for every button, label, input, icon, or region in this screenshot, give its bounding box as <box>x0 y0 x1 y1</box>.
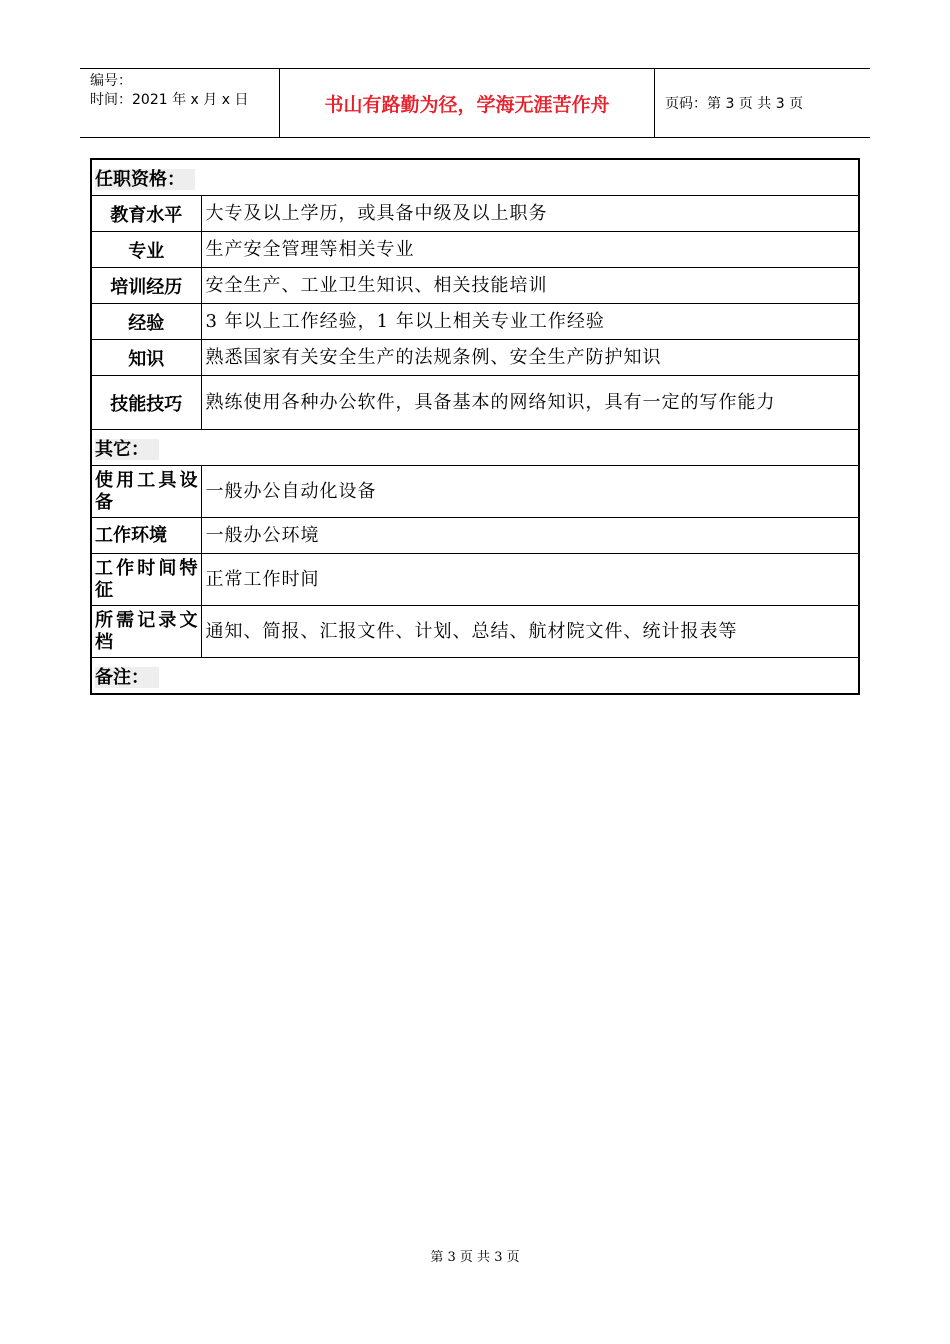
row-label: 工作环境 <box>91 518 201 554</box>
section-title-qualifications: 任职资格： <box>95 169 195 190</box>
table-row <box>91 466 859 518</box>
row-value: 安全生产、工业卫生知识、相关技能培训 <box>201 268 859 304</box>
table-row <box>91 232 859 268</box>
row-value: 一般办公环境 <box>201 518 859 554</box>
section-title-others: 其它： <box>95 439 159 460</box>
time-label: 时间：2021 年 x 月 x 日 <box>90 92 249 108</box>
table-row <box>91 304 859 340</box>
section-row-remarks <box>91 658 859 695</box>
table-row <box>91 340 859 376</box>
row-label: 使用工具设备 <box>91 466 201 518</box>
row-value: 生产安全管理等相关专业 <box>201 232 859 268</box>
page-footer: 第 3 页 共 3 页 <box>430 1250 520 1265</box>
section-row-qualifications <box>91 159 859 196</box>
row-label: 培训经历 <box>91 268 201 304</box>
row-value: 一般办公自动化设备 <box>201 466 859 518</box>
page-header <box>80 68 870 138</box>
table-row <box>91 606 859 658</box>
row-label: 专业 <box>91 232 201 268</box>
table-row <box>91 518 859 554</box>
row-label: 经验 <box>91 304 201 340</box>
section-title-remarks: 备注： <box>95 667 159 688</box>
table-row <box>91 196 859 232</box>
number-label: 编号： <box>90 73 132 89</box>
row-label: 教育水平 <box>91 196 201 232</box>
header-motto: 书山有路勤为径，学海无涯苦作舟 <box>280 69 655 137</box>
row-label: 所需记录文档 <box>91 606 201 658</box>
row-value: 3 年以上工作经验，1 年以上相关专业工作经验 <box>201 304 859 340</box>
table-row <box>91 376 859 430</box>
row-value: 正常工作时间 <box>201 554 859 606</box>
row-value: 熟练使用各种办公软件，具备基本的网络知识，具有一定的写作能力 <box>201 376 859 430</box>
section-row-others <box>91 430 859 466</box>
row-value: 通知、简报、汇报文件、计划、总结、航材院文件、统计报表等 <box>201 606 859 658</box>
row-value: 大专及以上学历，或具备中级及以上职务 <box>201 196 859 232</box>
header-page-info: 页码：第 3 页 共 3 页 <box>665 96 804 112</box>
row-label: 知识 <box>91 340 201 376</box>
row-label: 技能技巧 <box>91 376 201 430</box>
row-value: 熟悉国家有关安全生产的法规条例、安全生产防护知识 <box>201 340 859 376</box>
table-row <box>91 268 859 304</box>
row-label: 工作时间特征 <box>91 554 201 606</box>
table-row <box>91 554 859 606</box>
header-meta <box>80 69 280 137</box>
job-spec-table <box>90 158 860 695</box>
